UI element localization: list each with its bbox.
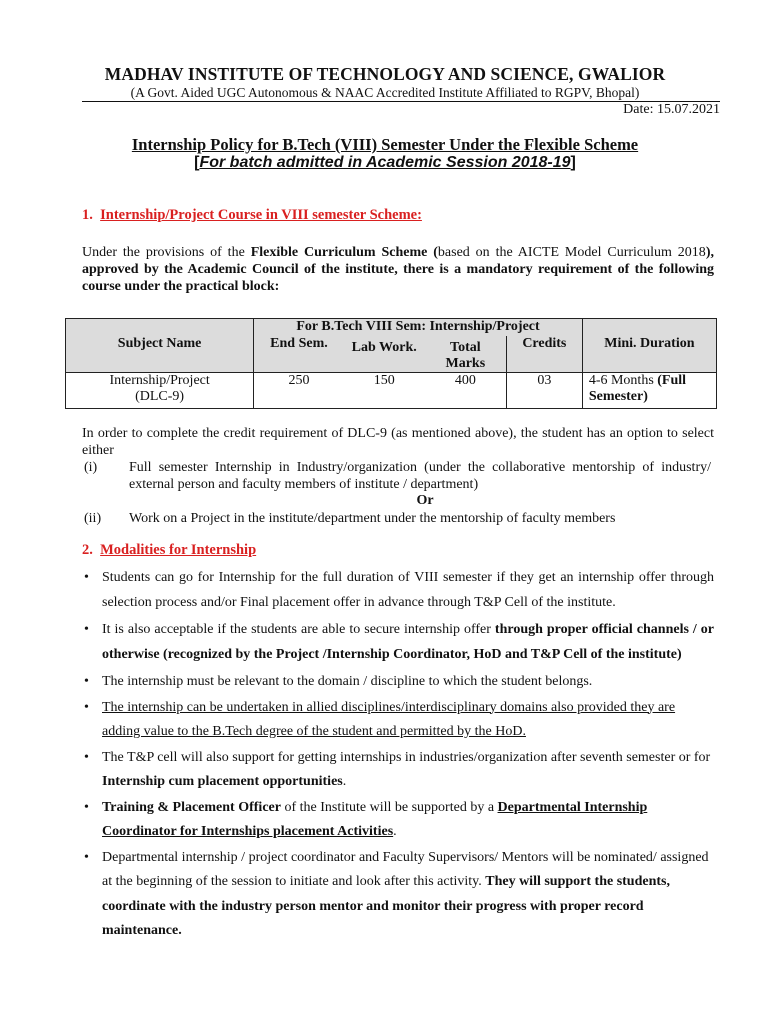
cell-duration xyxy=(582,372,716,408)
option-1-number: (i) xyxy=(84,460,98,475)
intro-bold-2: ), approved by the Academic Council of the institute, there is a mandatory requirement of the following course under the practical block: xyxy=(82,245,714,294)
section-1-title: Internship/Project Course in VIII semester Scheme: xyxy=(100,207,422,223)
options-intro: In order to complete the credit requirement of DLC-9 (as mentioned above), the student has an option to select either xyxy=(82,426,714,458)
document-subtitle xyxy=(0,154,770,172)
list-item xyxy=(84,746,714,795)
cell-end-sem: 250 xyxy=(254,372,344,408)
document-title: Internship Policy for B.Tech (VIII) Semester Under the Flexible Scheme xyxy=(131,135,639,154)
duration-bold: (Full Semester) xyxy=(588,372,687,404)
course-table xyxy=(65,318,717,409)
section-1-intro xyxy=(82,244,714,295)
bullet-2-text: It is also acceptable if the students are able to secure internship offer xyxy=(102,622,495,637)
list-item xyxy=(84,846,714,944)
bracket-close: ] xyxy=(570,154,576,171)
bullet-2-bold: through proper official channels / or otherwise (recognized by the Project /Internship Coordinator, HoD and T&P Cell of the institute) xyxy=(102,622,714,662)
section-2-number: 2. xyxy=(82,542,93,558)
option-1-text: Full semester Internship in Industry/organization (under the collaborative mentorship of industry/ external person and faculty members of institute / department) xyxy=(129,460,711,492)
bullet-3-text: The internship must be relevant to the domain / discipline to which the student belongs. xyxy=(102,674,593,689)
col-total-marks: Total Marks xyxy=(425,336,507,373)
bullet-6-bold: Training & Placement Officer xyxy=(102,799,281,815)
bullet-6-end: . xyxy=(393,824,397,839)
col-lab-work: Lab Work. xyxy=(344,336,425,373)
list-item xyxy=(84,566,714,615)
section-1-number: 1. xyxy=(82,207,93,223)
cell-subject: Internship/Project (DLC-9) xyxy=(66,372,254,408)
section-1-heading xyxy=(82,207,422,224)
cell-credits: 03 xyxy=(506,372,582,408)
bullet-5-end: . xyxy=(342,774,347,789)
section-2-title: Modalities for Internship xyxy=(100,542,257,558)
table-group-header: For B.Tech VIII Sem: Internship/Project xyxy=(254,319,583,336)
col-min-duration: Mini. Duration xyxy=(582,336,716,373)
list-item xyxy=(84,696,714,745)
col-end-sem: End Sem. xyxy=(254,336,344,373)
list-item xyxy=(84,670,714,695)
subtitle-text: For batch admitted in Academic Session 2018-19 xyxy=(199,154,571,171)
bullet-4-text: The internship can be undertaken in allied disciplines/interdisciplinary domains also provided they are adding value to the B.Tech degree of the student and permitted by the HoD. xyxy=(102,699,676,739)
institute-name: MADHAV INSTITUTE OF TECHNOLOGY AND SCIENCE, GWALIOR xyxy=(104,64,666,84)
intro-text-2: based on the AICTE Model Curriculum 2018 xyxy=(437,245,706,260)
option-or: Or xyxy=(416,493,434,508)
bullet-5-text: The T&P cell will also support for getting internships in industries/organization after seventh semester or for xyxy=(102,749,711,765)
bullet-1-text: Students can go for Internship for the full duration of VIII semester if they get an internship offer through selection process and/or Final placement offer in advance through T&P Cell of the institute. xyxy=(102,570,714,610)
modalities-list xyxy=(84,566,714,944)
intro-text-1: Under the provisions of the xyxy=(82,245,251,260)
bullet-7-text: Departmental internship / project coordinator and Faculty Supervisors/ Mentors will be nominated/ assigned at the beginning of the session to initiate and look after this activity. xyxy=(102,849,709,889)
institute-subtitle: (A Govt. Aided UGC Autonomous & NAAC Accredited Institute Affiliated to RGPV, Bhopal) xyxy=(130,85,640,100)
option-2-number: (ii) xyxy=(84,511,102,526)
option-2-text: Work on a Project in the institute/department under the mentorship of faculty members xyxy=(129,511,616,526)
bullet-7-bold: They will support the students, coordinate with the industry person mentor and monitor their progress with proper record maintenance. xyxy=(102,874,670,938)
list-item xyxy=(84,796,714,845)
col-subject-name: Subject Name xyxy=(66,336,254,373)
header-cell-blank-2 xyxy=(582,319,716,336)
col-credits: Credits xyxy=(506,336,582,373)
bullet-6-text: of the Institute will be supported by a xyxy=(280,799,498,815)
bullet-6-bold-underlined: Departmental Internship Coordinator for Internships placement Activities xyxy=(102,799,648,839)
bullet-5-bold: Internship cum placement opportunities xyxy=(102,774,343,789)
section-2-heading xyxy=(82,542,256,559)
list-item xyxy=(84,618,714,667)
bracket-open: [ xyxy=(194,154,200,171)
intro-bold-1: Flexible Curriculum Scheme ( xyxy=(250,245,438,260)
header-cell-blank xyxy=(66,319,254,336)
duration-text: 4-6 Months xyxy=(588,372,658,388)
cell-lab-work: 150 xyxy=(344,372,425,408)
cell-total-marks: 400 xyxy=(425,372,507,408)
document-date: Date: 15.07.2021 xyxy=(623,102,720,117)
